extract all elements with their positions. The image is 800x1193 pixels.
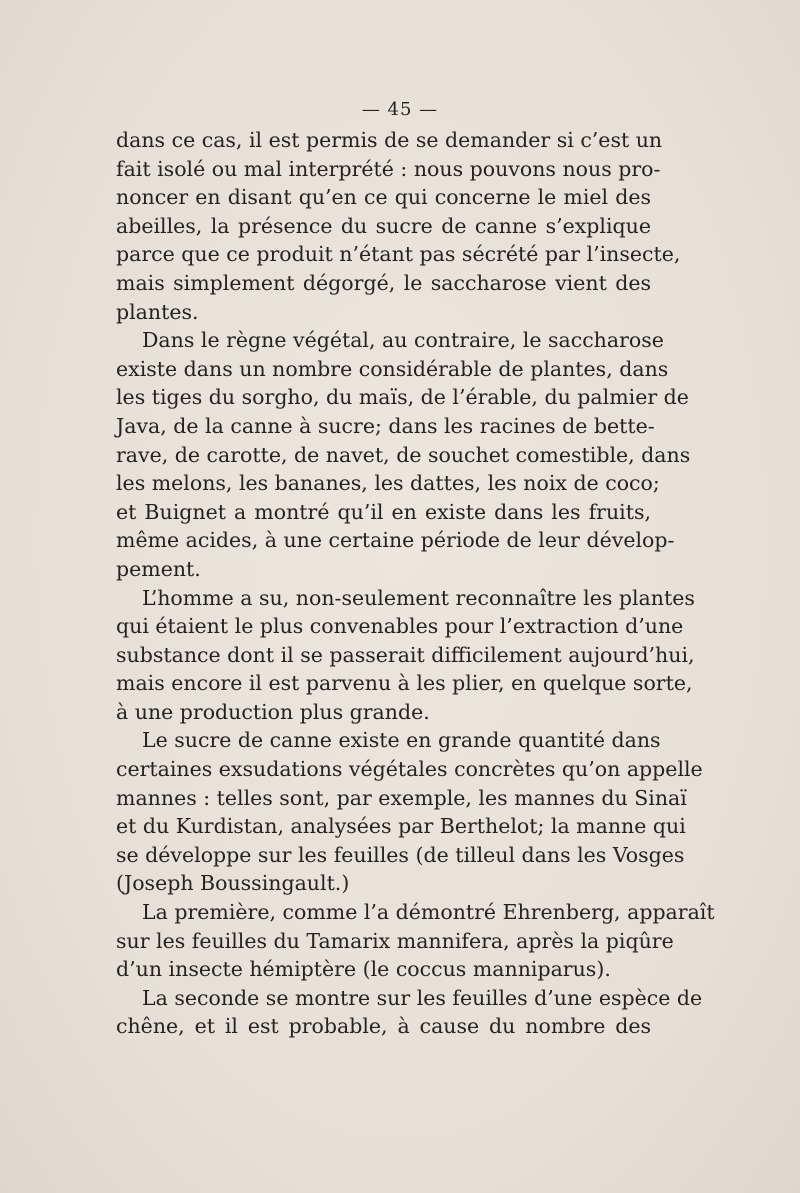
- text-line: pement.: [116, 556, 201, 581]
- page-body-text: [116, 126, 715, 1041]
- text-line: L’homme a su, non-seulement reconnaître les plantes: [142, 585, 695, 610]
- text-line: d’un insecte hémiptère (le coccus manniparus).: [116, 957, 611, 982]
- text-line: plantes.: [116, 299, 199, 324]
- text-line: les tiges du sorgho, du maïs, de l’érable, du palmier de: [116, 385, 689, 410]
- text-line: mannes : telles sont, par exemple, les mannes du Sinaï: [116, 785, 687, 810]
- text-line: à une production plus grande.: [116, 699, 430, 724]
- text-line: les melons, les bananes, les dattes, les noix de coco;: [116, 471, 660, 496]
- text-line: abeilles, la présence du sucre de canne s’explique: [116, 213, 651, 238]
- page-number: — 45 —: [361, 99, 439, 120]
- text-line: chêne, et il est probable, à cause du nombre des: [116, 1014, 651, 1039]
- text-line: dans ce cas, il est permis de se demander si c’est un: [116, 128, 663, 152]
- text-line: mais simplement dégorgé, le saccharose vient des: [116, 270, 651, 295]
- text-line: parce que ce produit n’étant pas sécrété par l’insecte,: [116, 242, 681, 267]
- text-line: et Buignet a montré qu’il en existe dans les fruits,: [116, 499, 651, 524]
- text-line: (Joseph Boussingault.): [116, 871, 350, 896]
- text-line: qui étaient le plus convenables pour l’extraction d’une: [116, 614, 684, 639]
- text-line: se développe sur les feuilles (de tilleul dans les Vosges: [116, 842, 685, 867]
- text-line: et du Kurdistan, analysées par Berthelot; la manne qui: [116, 814, 686, 839]
- text-line: fait isolé ou mal interprété : nous pouvons nous pro-: [116, 156, 661, 181]
- text-line: substance dont il se passerait difficilement aujourd’hui,: [116, 642, 695, 667]
- text-line: La première, comme l’a démontré Ehrenberg, apparaît: [142, 900, 715, 925]
- text-line: existe dans un nombre considérable de plantes, dans: [116, 356, 669, 381]
- text-line: même acides, à une certaine période de leur dévelop-: [116, 528, 675, 553]
- text-line: Le sucre de canne existe en grande quantité dans: [142, 728, 661, 753]
- text-line: Java, de la canne à sucre; dans les racines de bette-: [116, 413, 655, 438]
- text-line: certaines exsudations végétales concrètes qu’on appelle: [116, 757, 703, 782]
- text-line: mais encore il est parvenu à les plier, en quelque sorte,: [116, 671, 693, 696]
- text-line: rave, de carotte, de navet, de souchet comestible, dans: [116, 442, 691, 467]
- text-line: noncer en disant qu’en ce qui concerne le miel des: [116, 185, 651, 210]
- text-line: La seconde se montre sur les feuilles d’une espèce de: [142, 985, 703, 1010]
- text-line: sur les feuilles du Tamarix mannifera, après la piqûre: [116, 928, 674, 953]
- text-line: Dans le règne végétal, au contraire, le saccharose: [142, 328, 664, 353]
